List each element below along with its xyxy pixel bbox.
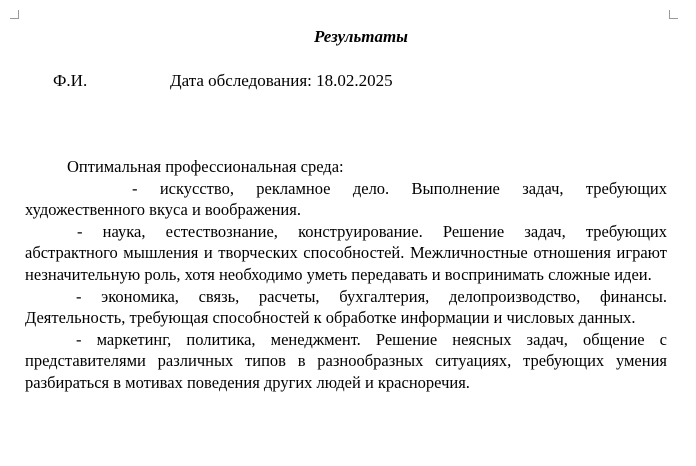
fio-label: Ф.И. <box>53 71 88 90</box>
page-margin-corner-top-right <box>669 10 678 19</box>
env-item-art: - искусство, рекламное дело. Выполнение задач, требующих художественного вкуса и воображения. <box>25 178 667 220</box>
exam-date-row <box>170 71 393 91</box>
exam-date-value: 18.02.2025 <box>316 71 393 90</box>
env-heading: Оптимальная профессиональная среда: <box>67 157 344 176</box>
exam-date-label: Дата обследования: <box>170 71 312 90</box>
env-item-marketing: - маркетинг, политика, менеджмент. Решение неясных задач, общение с представителями различных типов в разнообразных ситуациях, требующих умения разбираться в мотивах поведения других людей и красноречия. <box>25 329 667 392</box>
document-title: Результаты <box>314 27 408 46</box>
page-margin-corner-top-left <box>10 10 19 19</box>
env-item-science: - наука, естествознание, конструирование. Решение задач, требующих абстрактного мышления и творческих способностей. Межличностные отношения играют незначительную роль, хотя необходимо уметь передавать и воспринимать сложные идеи. <box>25 221 667 284</box>
env-item-economics: - экономика, связь, расчеты, бухгалтерия, делопроизводство, финансы. Деятельность, требующая способностей к обработке информации и числовых данных. <box>25 286 667 328</box>
results-content <box>25 156 667 394</box>
